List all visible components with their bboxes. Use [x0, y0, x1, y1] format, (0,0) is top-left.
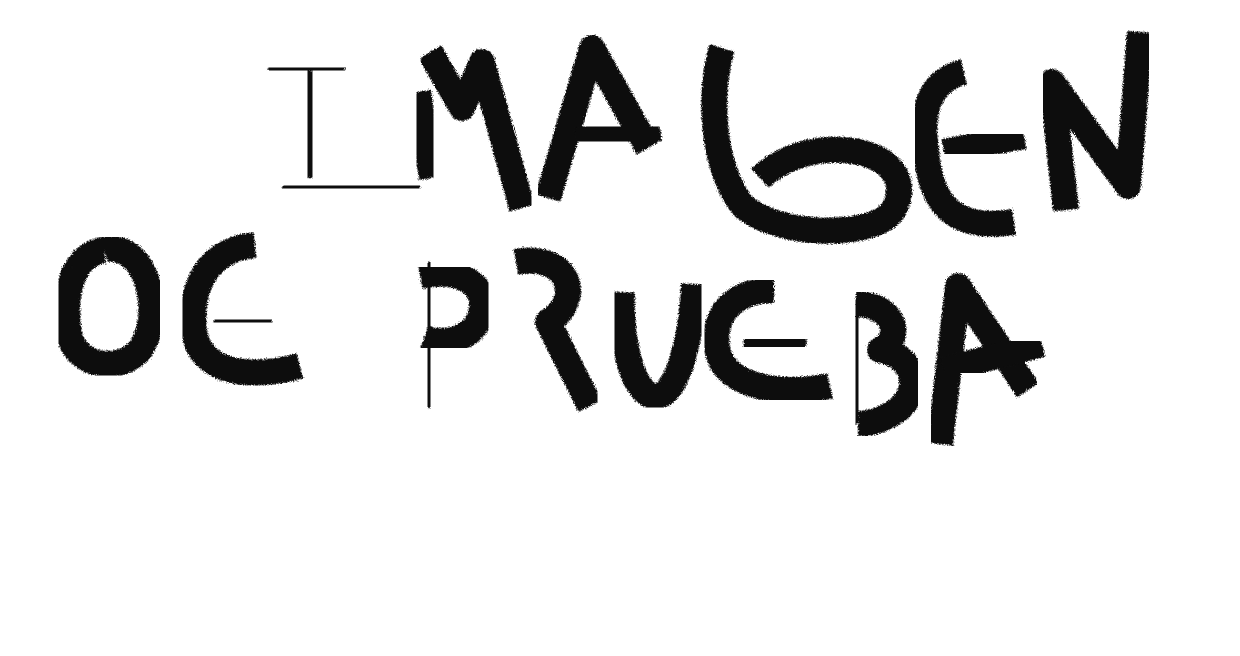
letter-e-third: [716, 290, 830, 390]
letter-o: [62, 249, 151, 364]
letter-r: [516, 261, 590, 410]
letter-e-second: [193, 245, 300, 373]
letter-a: [548, 48, 660, 198]
letter-e: [924, 72, 1024, 224]
letter-b: [856, 300, 912, 424]
letter-i: [268, 68, 420, 188]
letter-g: [714, 48, 899, 231]
letter-m: [418, 52, 522, 208]
handwritten-line-imagen: [268, 32, 1140, 231]
letter-u: [622, 284, 694, 396]
letter-p: [420, 262, 482, 408]
letter-a-second: [940, 286, 1042, 444]
handwritten-line-oe-prueba: [62, 245, 1042, 444]
letter-n: [1052, 32, 1140, 210]
